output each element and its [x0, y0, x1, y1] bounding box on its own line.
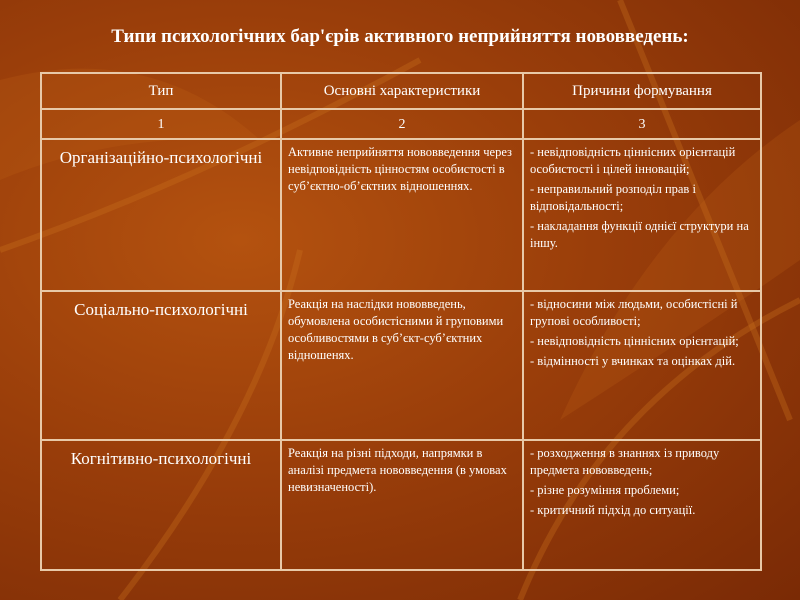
- column-number: 3: [523, 109, 761, 139]
- cause-item: - відмінності у вчинках та оцінках дій.: [530, 354, 736, 368]
- type-cell: Соціально-психологічні: [41, 291, 281, 440]
- column-number: 1: [41, 109, 281, 139]
- column-number-row: [41, 109, 761, 139]
- cause-item: - неправильний розподіл прав і відповідальності;: [530, 182, 696, 213]
- header-cell: Причини формування: [523, 73, 761, 109]
- type-cell: Організаційно-психологічні: [41, 139, 281, 291]
- cause-item: - відносини між людьми, особистісні й групові особливості;: [530, 297, 738, 328]
- causes-cell: [523, 291, 761, 440]
- header-cell: Тип: [41, 73, 281, 109]
- cause-item: - критичний підхід до ситуації.: [530, 503, 696, 517]
- cause-item: - накладання функції однієї структури на іншу.: [530, 219, 749, 250]
- cause-item: - різне розуміння проблеми;: [530, 483, 680, 497]
- characteristics-cell: Активне неприйняття нововведення через невідповідність цінностям особистості в суб’єктно-об’єктних відношеннях.: [281, 139, 523, 291]
- causes-cell: [523, 440, 761, 570]
- slide-title: Типи психологічних бар'єрів активного неприйняття нововведень:: [111, 26, 689, 47]
- header-cell: Основні характеристики: [281, 73, 523, 109]
- type-cell: Когнітивно-психологічні: [41, 440, 281, 570]
- cause-item: - невідповідність ціннісних орієнтацій особистості і цілей інновацій;: [530, 145, 736, 176]
- table-row: [41, 440, 761, 570]
- causes-cell: [523, 139, 761, 291]
- table-row: [41, 139, 761, 291]
- barriers-table: [40, 72, 762, 571]
- characteristics-cell: Реакція на різні підходи, напрямки в аналізі предмета нововведення (в умовах невизначеності).: [281, 440, 523, 570]
- cause-item: - розходження в знаннях із приводу предмета нововведень;: [530, 446, 720, 477]
- characteristics-cell: Реакція на наслідки нововведень, обумовлена особистісними й груповими особливостями в суб’єкт-суб’єктних відношенях.: [281, 291, 523, 440]
- column-number: 2: [281, 109, 523, 139]
- cause-item: - невідповідність ціннісних орієнтацій;: [530, 334, 739, 348]
- table-header-row: [41, 73, 761, 109]
- table-row: [41, 291, 761, 440]
